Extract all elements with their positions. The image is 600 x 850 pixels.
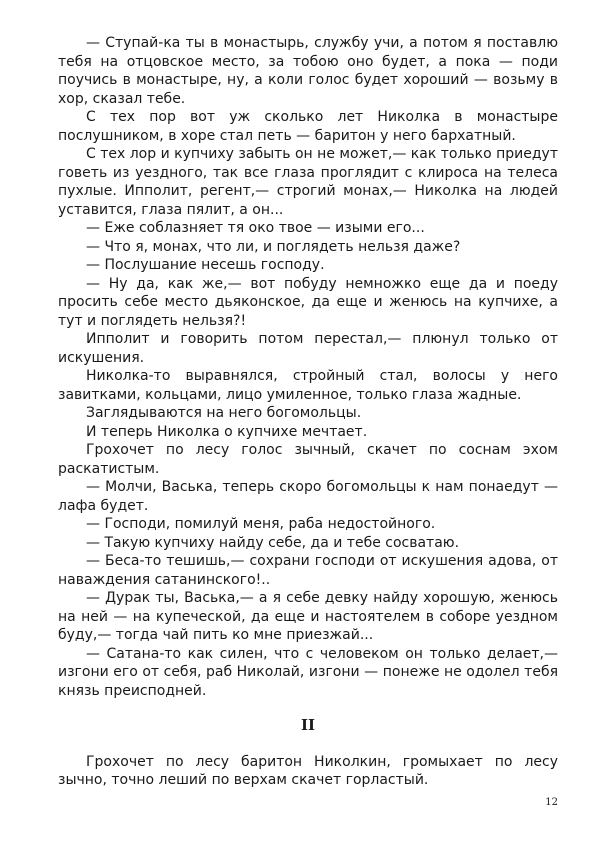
paragraph: — Ступай-ка ты в монастырь, службу учи, а потом я поставлю тебя на отцовское место, за тобою оно будет, а пока — поди поучись в монастыре, ну, а коли голос будет хороший — возьму в хор, сказал тебе. bbox=[58, 35, 558, 107]
paragraph: — Такую купчиху найду себе, да и тебе сосватаю. bbox=[86, 534, 460, 551]
paragraph: Николка-то выравнялся, стройный стал, волосы у него завитками, кольцами, лицо умиленное, только глаза жадные. bbox=[58, 368, 558, 403]
paragraph: — Беса-то тешишь,— сохрани господи от искушения адова, от наваждения сатанинского!.. bbox=[58, 553, 558, 588]
page-number: 12 bbox=[545, 797, 558, 808]
paragraph: — Послушание несешь господу. bbox=[86, 257, 325, 273]
paragraph: — Дурак ты, Васька,— а я себе девку найду хорошую, женюсь на ней — на купеческой, да еще и настоятелем в соборе уездном буду,— тогда чай пить ко мне приезжай... bbox=[58, 590, 558, 643]
paragraph: С тех пор вот уж сколько лет Николка в монастыре послушником, в хоре стал петь — баритон у него бархатный. bbox=[58, 109, 558, 144]
paragraph: — Еже соблазняет тя око твое — изыми его... bbox=[86, 220, 425, 236]
page-text-block bbox=[58, 34, 558, 790]
paragraph: — Молчи, Васька, теперь скоро богомольцы к нам понаедут — лафа будет. bbox=[58, 479, 558, 514]
paragraph: Ипполит и говорить потом перестал,— плюнул только от искушения. bbox=[58, 331, 558, 366]
paragraph: И теперь Николка о купчихе мечтает. bbox=[86, 423, 368, 440]
paragraph: — Ну да, как же,— вот побуду немножко еще да и поеду просить себе место дьяконское, да еще и женюсь на купчихе, а тут и поглядеть нельзя?! bbox=[58, 275, 558, 329]
paragraph: Грохочет по лесу голос зычный, скачет по соснам эхом раскатистым. bbox=[58, 442, 558, 477]
paragraph: Грохочет по лесу баритон Николкин, громыхает по лесу зычно, точно леший по верхам скачет горластый. bbox=[58, 753, 558, 788]
section-heading: II bbox=[300, 716, 316, 734]
paragraph: — Сатана-то как силен, что с человеком он только делает,— изгони его от себя, раб Николай, изгони — понеже не одолел тебя князь преисподней. bbox=[58, 645, 558, 699]
paragraph: С тех лор и купчиху забыть он не может,— как только приедут говеть из уездного, так все глаза проглядит с клироса на телеса пухлые. Ипполит, регент,— строгий монах,— Николка на людей уставится, глаза пялит, а он... bbox=[58, 146, 558, 218]
paragraph: Заглядываются на него богомольцы. bbox=[86, 405, 362, 421]
paragraph: — Что я, монах, что ли, и поглядеть нельзя даже? bbox=[86, 238, 461, 255]
paragraph: — Господи, помилуй меня, раба недостойного. bbox=[86, 516, 436, 532]
